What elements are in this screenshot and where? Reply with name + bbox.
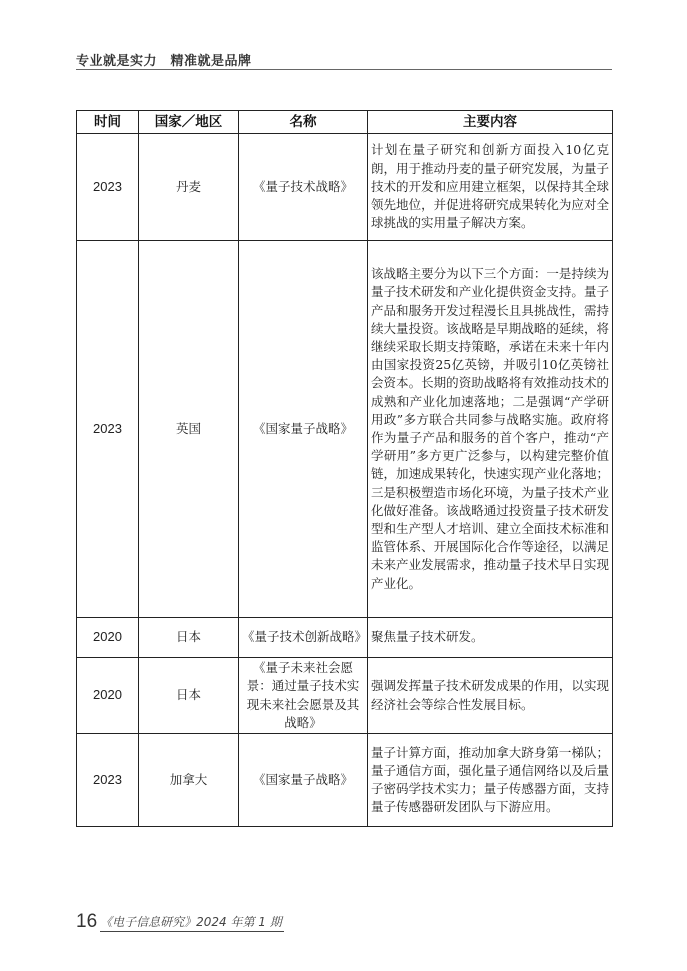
table-row xyxy=(77,734,613,827)
cell-country: 加拿大 xyxy=(139,734,239,827)
column-header-time: 时间 xyxy=(77,111,139,134)
cell-name: 《量子技术战略》 xyxy=(239,134,368,241)
cell-content: 计划在量子研究和创新方面投入10亿克朗，用于推动丹麦的量子研究发展，为量子技术的开发和应用建立框架，以保持其全球领先地位，并促进将研究成果转化为应对全球挑战的实用量子解决方案。 xyxy=(368,134,613,241)
table-row xyxy=(77,658,613,734)
cell-year: 2023 xyxy=(77,241,139,618)
cell-country: 日本 xyxy=(139,618,239,658)
header-slogan: 专业就是实力 精准就是品牌 xyxy=(76,54,252,69)
cell-name: 《量子技术创新战略》 xyxy=(239,618,368,658)
column-header-content: 主要内容 xyxy=(368,111,613,134)
header-divider xyxy=(76,69,612,70)
page-number: 16 xyxy=(76,911,98,932)
cell-name: 《国家量子战略》 xyxy=(239,734,368,827)
cell-country: 英国 xyxy=(139,241,239,618)
page-footer xyxy=(76,912,284,932)
table-row xyxy=(77,618,613,658)
table-header-row xyxy=(77,111,613,134)
cell-content: 该战略主要分为以下三个方面：一是持续为量子技术研发和产业化提供资金支持。量子产品和服务开发过程漫长且具挑战性，需持续大量投资。该战略是早期战略的延续，将继续采取长期支持策略，承诺在未来十年内由国家投资25亿英镑，并吸引10亿英镑社会资本。长期的资助战略将有效推动技术的成熟和产业化加速落地；二是强调“产学研用政”多方联合共同参与战略实施。政府将作为量子产品和服务的首个客户，推动“产学研用”多方更广泛参与，以构建完整价值链，加速成果转化，快速实现产业化落地；三是积极塑造市场化环境，为量子技术产业化做好准备。该战略通过投资量子技术研发型和生产型人才培训、建立全面技术标准和监管体系、开展国际化合作等途径，以满足未来产业发展需求，推动量子技术早日实现产业化。 xyxy=(368,241,613,618)
column-header-name: 名称 xyxy=(239,111,368,134)
cell-country: 丹麦 xyxy=(139,134,239,241)
cell-year: 2023 xyxy=(77,134,139,241)
journal-citation: 《电子信息研究》2024 年第 1 期 xyxy=(100,913,284,932)
cell-name: 《量子未来社会愿景：通过量子技术实现未来社会愿景及其战略》 xyxy=(239,658,368,734)
cell-country: 日本 xyxy=(139,658,239,734)
cell-year: 2020 xyxy=(77,618,139,658)
quantum-strategy-table xyxy=(76,110,613,827)
cell-content: 强调发挥量子技术研发成果的作用，以实现经济社会等综合性发展目标。 xyxy=(368,658,613,734)
cell-name: 《国家量子战略》 xyxy=(239,241,368,618)
table-row xyxy=(77,241,613,618)
cell-year: 2020 xyxy=(77,658,139,734)
cell-content: 聚焦量子技术研发。 xyxy=(368,618,613,658)
cell-year: 2023 xyxy=(77,734,139,827)
column-header-country: 国家／地区 xyxy=(139,111,239,134)
table-row xyxy=(77,134,613,241)
cell-content: 量子计算方面，推动加拿大跻身第一梯队；量子通信方面，强化量子通信网络以及后量子密码学技术实力；量子传感器方面，支持量子传感器研发团队与下游应用。 xyxy=(368,734,613,827)
